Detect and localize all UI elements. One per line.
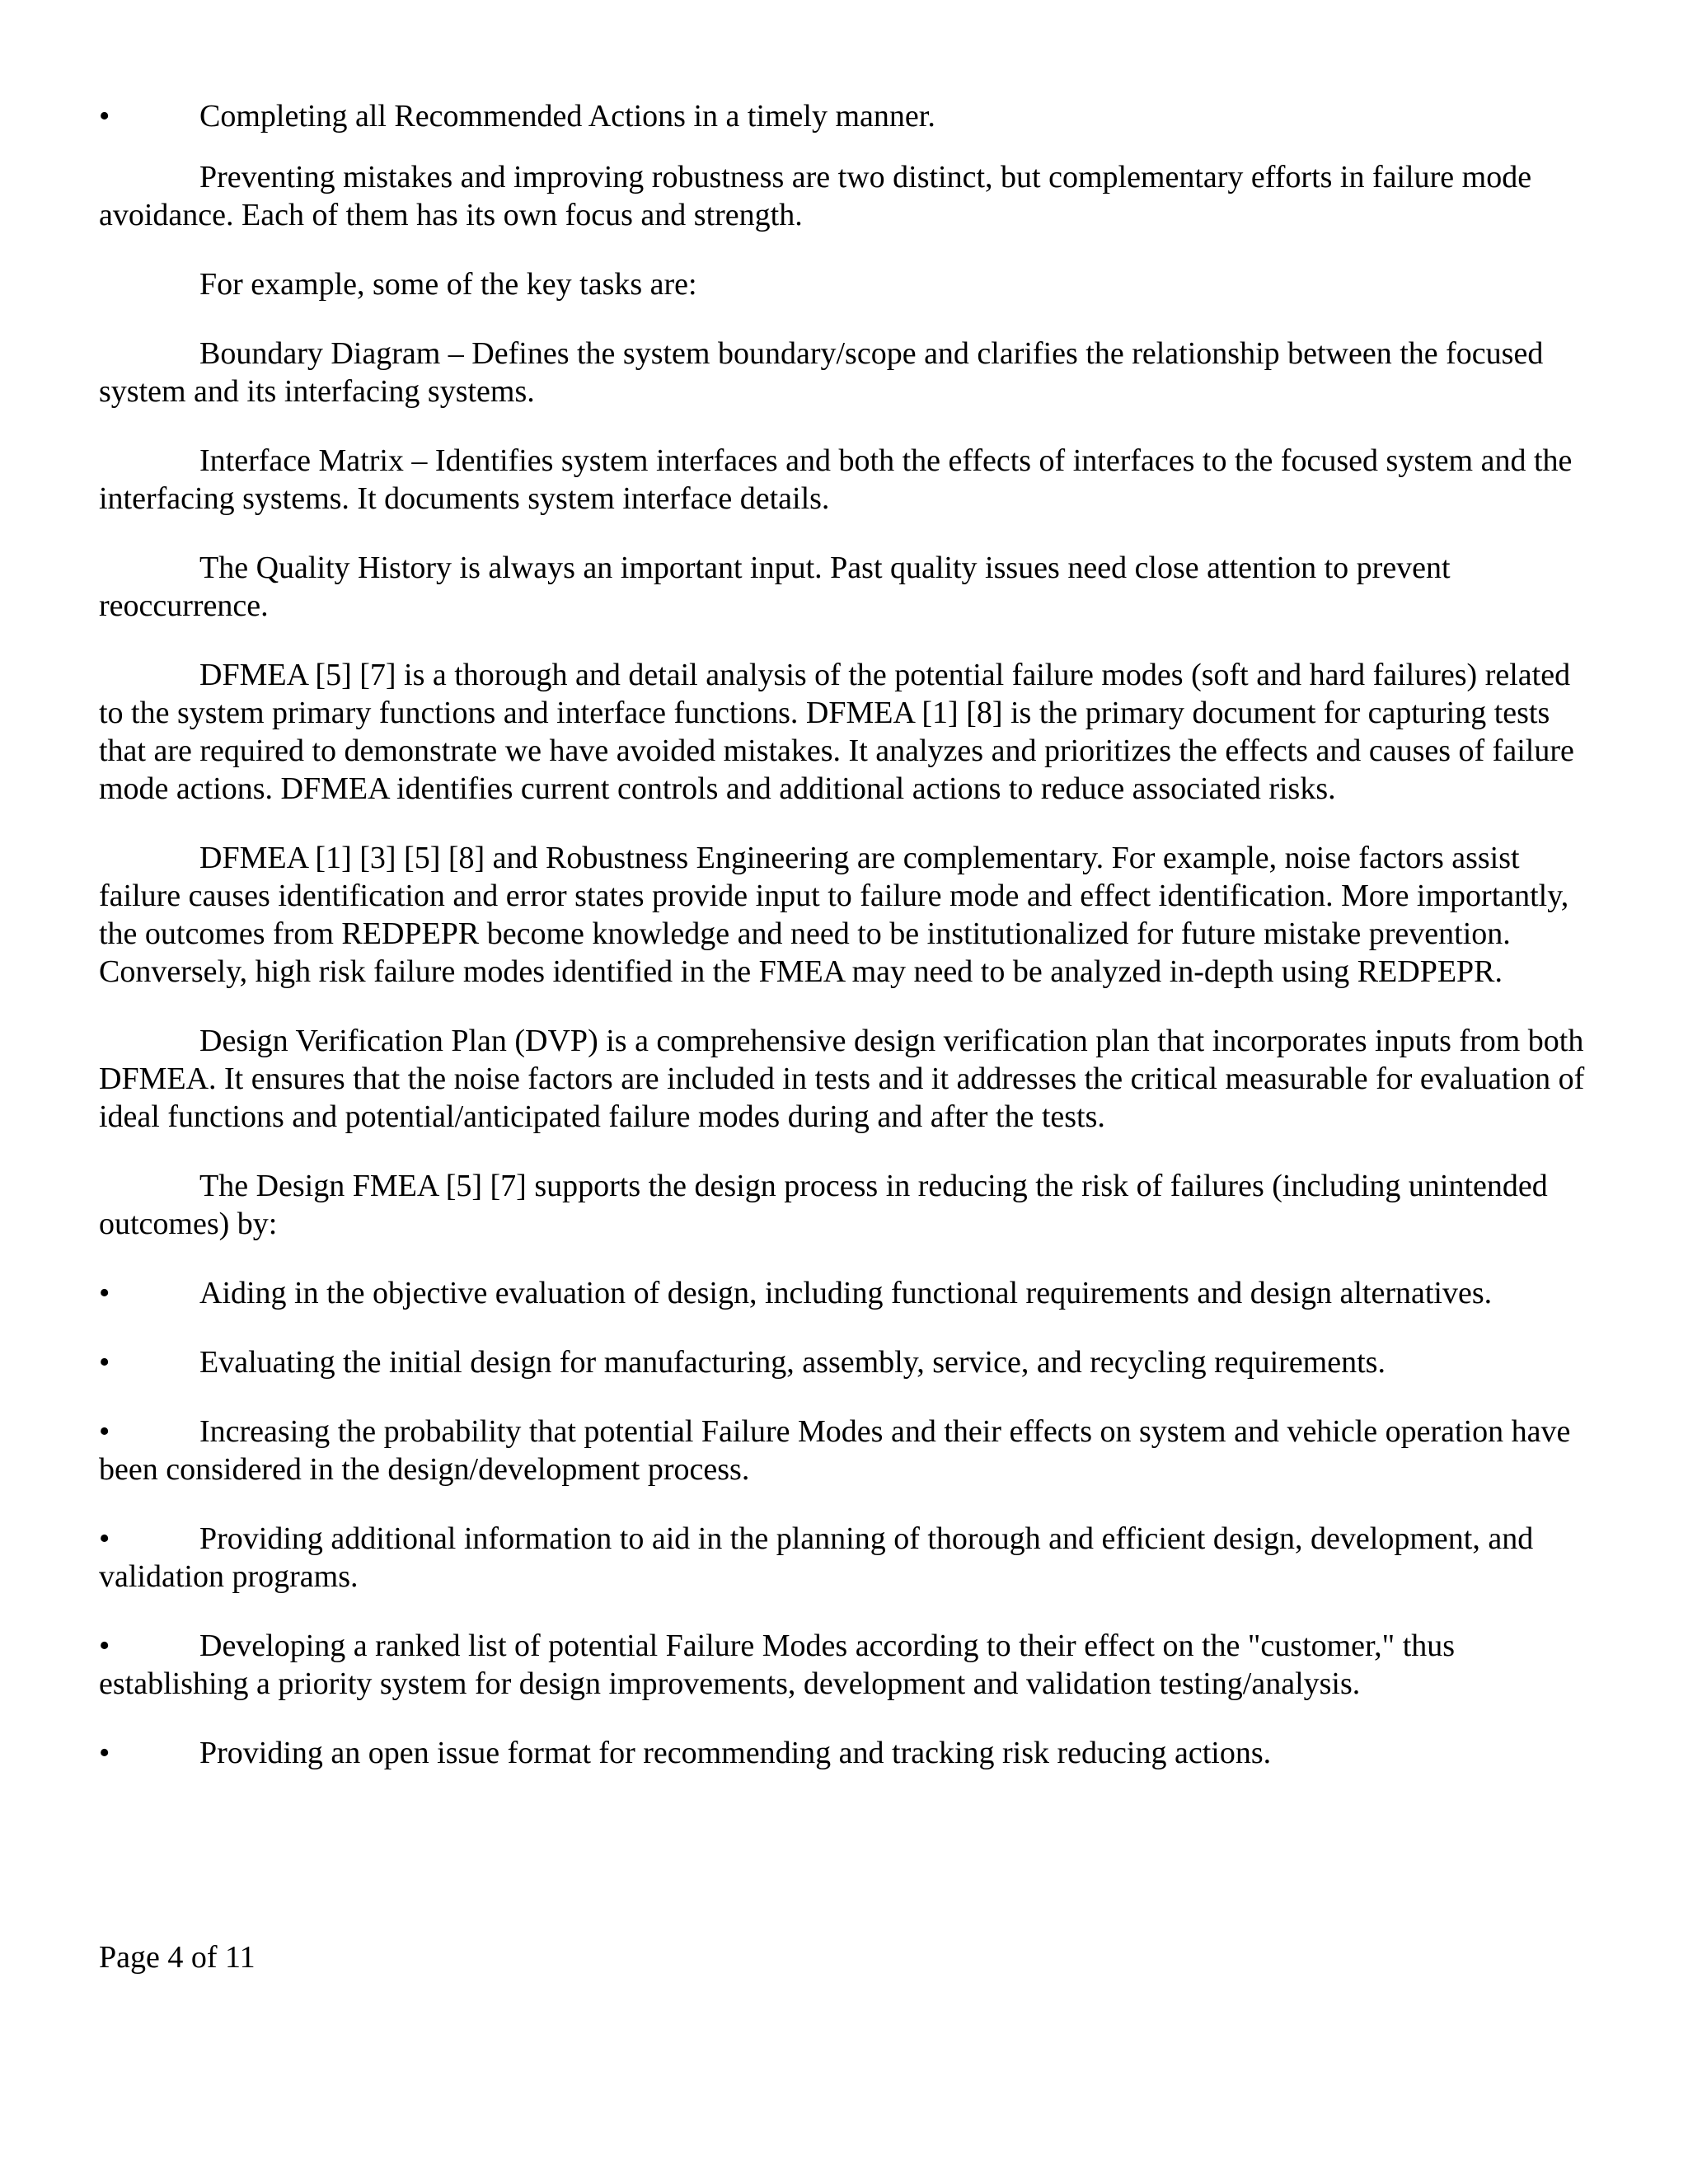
bullet-line [99,1627,1589,1703]
bullet-text: Developing a ranked list of potential Failure Modes according to their effect on the "customer," thus establishing a priority system for design improvements, development and validation testing/analysis. [99,1629,1456,1701]
bullet-glyph: • [99,1521,110,1556]
bullet-line [99,97,1589,135]
bullet-glyph: • [99,1736,110,1770]
bullet-text: Evaluating the initial design for manufacturing, assembly, service, and recycling requirements. [199,1345,1386,1380]
bullet-text: Increasing the probability that potential Failure Modes and their effects on system and vehicle operation have been considered in the design/development process. [99,1414,1571,1487]
bullet-line [99,1413,1589,1488]
paragraph-quality-history: The Quality History is always an important input. Past quality issues need close attention to prevent reoccurrence. [99,551,1451,623]
bullet-text: Providing an open issue format for recommending and tracking risk reducing actions. [199,1736,1272,1770]
bullet-line [99,1520,1589,1596]
paragraph-key-tasks-intro: For example, some of the key tasks are: [199,267,697,302]
bullet-item-evaluating [99,1343,1589,1381]
paragraph-dfmea-analysis: DFMEA [5] [7] is a thorough and detail analysis of the potential failure modes (soft and hard failures) related to the system primary functions and interface functions. DFMEA [1] [8] is the primary document for capturing tests that are required to demonstrate we have avoided mistakes. It analyzes and prioritizes the effects and causes of failure mode actions. DFMEA identifies current controls and additional actions to reduce associated risks. [99,658,1574,806]
document-page [99,97,1589,1803]
bullet-line [99,1274,1589,1312]
page-number: Page 4 of 11 [99,1940,256,1975]
paragraph-boundary-diagram: Boundary Diagram – Defines the system boundary/scope and clarifies the relationship between the focused system and its interfacing systems. [99,336,1544,409]
paragraph-interface-matrix: Interface Matrix – Identifies system interfaces and both the effects of interfaces to the focused system and the interfacing systems. It documents system interface details. [99,443,1573,516]
paragraph-preventing-mistakes: Preventing mistakes and improving robustness are two distinct, but complementary efforts in failure mode avoidance. Each of them has its own focus and strength. [99,160,1532,232]
bullet-glyph: • [99,1345,110,1380]
bullet-text: Aiding in the objective evaluation of design, including functional requirements and design alternatives. [199,1276,1493,1310]
bullet-item-increasing [99,1413,1589,1488]
bullet-text: Completing all Recommended Actions in a timely manner. [199,99,935,134]
bullet-item-providing-info [99,1520,1589,1596]
bullet-glyph: • [99,1414,110,1449]
bullet-item-open-issue [99,1734,1589,1772]
bullet-text: Providing additional information to aid in the planning of thorough and efficient design, development, and validation programs. [99,1521,1534,1594]
paragraph-design-verification-plan: Design Verification Plan (DVP) is a comprehensive design verification plan that incorporates inputs from both DFMEA. It ensures that the noise factors are included in tests and it addresses the critical measurable for evaluation of ideal functions and potential/anticipated failure modes during and after the tests. [99,1024,1585,1134]
bullet-item-developing [99,1627,1589,1703]
bullet-glyph: • [99,1629,110,1663]
bullet-glyph: • [99,99,110,134]
bullet-item-aiding [99,1274,1589,1312]
paragraph-design-fmea-supports: The Design FMEA [5] [7] supports the design process in reducing the risk of failures (including unintended outcomes) by: [99,1169,1548,1241]
bullet-glyph: • [99,1276,110,1310]
bullet-line [99,1734,1589,1772]
paragraph-dfmea-robustness: DFMEA [1] [3] [5] [8] and Robustness Engineering are complementary. For example, noise factors assist failure causes identification and error states provide input to failure mode and effect identification. More importantly, the outcomes from REDPEPR become knowledge and need to be institutionalized for future mistake prevention. Conversely, high risk failure modes identified in the FMEA may need to be analyzed in-depth using REDPEPR. [99,841,1569,989]
bullet-item-completing [99,97,1589,135]
bullet-line [99,1343,1589,1381]
